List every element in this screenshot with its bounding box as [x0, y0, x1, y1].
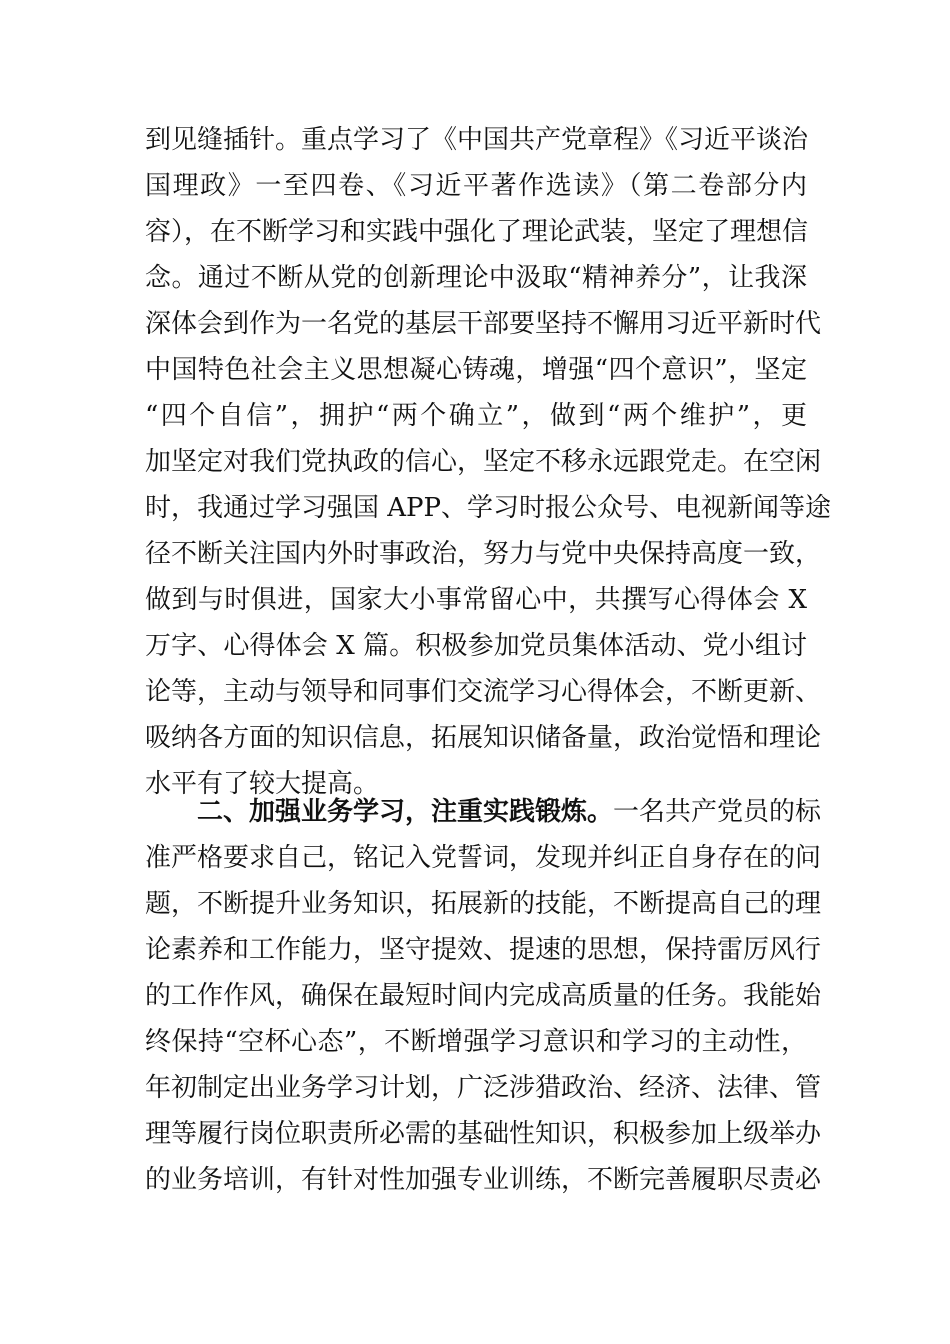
text-line: 加坚定对我们党执政的信心，坚定不移永远跟党走。在空闲 — [145, 447, 822, 477]
text-run: 一名共产党员的标 — [613, 797, 822, 827]
text-line: 中国特色社会主义思想凝心铸魂，增强“四个意识”，坚定 — [145, 355, 807, 385]
text-line: 时，我通过学习强国 APP、学习时报公众号、电视新闻等途 — [145, 493, 832, 523]
text-line: 的业务培训，有针对性加强专业训练，不断完善履职尽责必 — [145, 1165, 822, 1195]
text-line: 做到与时俱进，国家大小事常留心中，共撰写心得体会 X — [145, 585, 807, 615]
text-line: 到见缝插针。重点学习了《中国共产党章程》《习近平谈治 — [145, 125, 809, 155]
section-heading: 二、加强业务学习，注重实践锻炼。 — [197, 797, 614, 827]
text-line: 径不断关注国内外时事政治，努力与党中央保持高度一致， — [145, 539, 822, 569]
text-line: 吸纳各方面的知识信息，拓展知识储备量，政治觉悟和理论 — [145, 723, 822, 753]
text-line: 深体会到作为一名党的基层干部要坚持不懈用习近平新时代 — [145, 309, 822, 339]
text-line: 年初制定出业务学习计划，广泛涉猎政治、经济、法律、管 — [145, 1073, 822, 1103]
text-line: 论等，主动与领导和同事们交流学习心得体会，不断更新、 — [145, 677, 822, 707]
text-line: 准严格要求自己，铭记入党誓词，发现并纠正自身存在的问 — [145, 843, 822, 873]
paragraph-first-line — [197, 790, 822, 834]
text-line: 理等履行岗位职责所必需的基础性知识，积极参加上级举办 — [145, 1119, 822, 1149]
text-line: 终保持“空杯心态”，不断增强学习意识和学习的主动性， — [145, 1027, 807, 1057]
text-line: 念。通过不断从党的创新理论中汲取“精神养分”，让我深 — [145, 263, 807, 293]
text-line: “四个自信”，拥护“两个确立”，做到“两个维护”，更 — [145, 401, 807, 431]
text-line: 万字、心得体会 X 篇。积极参加党员集体活动、党小组讨 — [145, 631, 807, 661]
text-line: 的工作作风，确保在最短时间内完成高质量的任务。我能始 — [145, 981, 822, 1011]
text-line: 题，不断提升业务知识，拓展新的技能，不断提高自己的理 — [145, 889, 822, 919]
text-line: 容），在不断学习和实践中强化了理论武装，坚定了理想信 — [145, 217, 809, 247]
text-line: 国理政》一至四卷、《习近平著作选读》（第二卷部分内 — [145, 171, 807, 201]
text-line: 水平有了较大提高。 — [145, 769, 380, 799]
text-line: 论素养和工作能力，坚守提效、提速的思想，保持雷厉风行 — [145, 935, 822, 965]
